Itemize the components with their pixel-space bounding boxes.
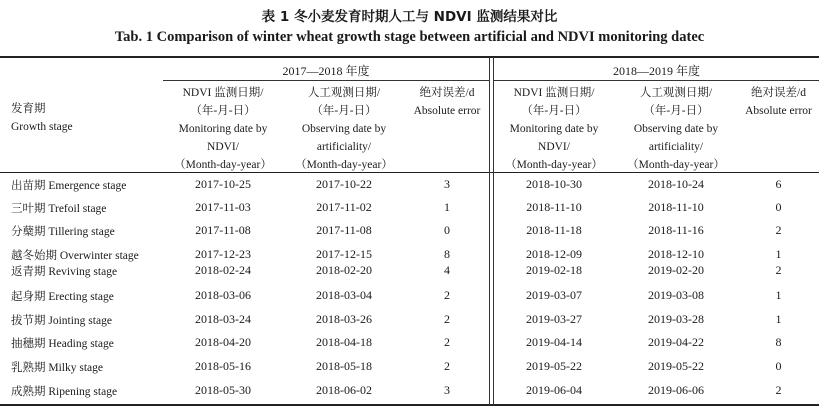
obs1-cell: 2018-05-18 bbox=[316, 359, 372, 373]
ndvi2-cell: 2019-03-07 bbox=[526, 288, 582, 302]
err1-cell: 0 bbox=[444, 223, 450, 237]
table-caption-cn: 表 1 冬小麦发育时期人工与 NDVI 监测结果对比 bbox=[261, 9, 558, 25]
err2-cell: 8 bbox=[775, 335, 782, 349]
obs2-cell: 2018-11-16 bbox=[648, 223, 704, 237]
year2-underline bbox=[494, 80, 819, 81]
err2-cell: 6 bbox=[775, 177, 782, 191]
stage-cell: 出苗期 Emergence stage bbox=[11, 180, 127, 192]
ndvi1-cell: 2018-03-06 bbox=[195, 288, 251, 302]
obs1-cell: 2018-04-18 bbox=[316, 335, 372, 349]
stage-cell: 起身期 Erecting stage bbox=[11, 291, 114, 303]
stage-cell: 成熟期 Ripening stage bbox=[11, 386, 118, 398]
obs1-cell: 2017-12-15 bbox=[316, 247, 372, 261]
err1-cell: 2 bbox=[444, 312, 450, 326]
bottom-rule bbox=[0, 404, 819, 406]
obs1-cell: 2017-11-02 bbox=[316, 200, 372, 214]
err2-cell: 0 bbox=[775, 359, 782, 373]
stage-cell: 乳熟期 Milky stage bbox=[11, 362, 103, 374]
obs2-cell: 2018-12-10 bbox=[648, 247, 704, 261]
ndvi2-cell: 2019-04-14 bbox=[526, 335, 582, 349]
year1-underline bbox=[163, 80, 489, 81]
table-caption-en: Tab. 1 Comparison of winter wheat growth stage between artificial and NDVI monitoring datec bbox=[114, 29, 705, 45]
err1-cell: 3 bbox=[444, 383, 450, 397]
err1-cell: 4 bbox=[444, 263, 450, 277]
obs2-cell: 2019-03-28 bbox=[648, 312, 704, 326]
ndvi2-cell: 2019-03-27 bbox=[526, 312, 582, 326]
ndvi2-cell: 2019-02-18 bbox=[526, 263, 582, 277]
ndvi1-cell: 2017-11-03 bbox=[195, 200, 251, 214]
observed-date-header-y1: 人工观测日期/ （年-月-日） Observing date by artificiality/ （Month-day-year） bbox=[295, 87, 393, 171]
obs2-cell: 2019-06-06 bbox=[648, 383, 704, 397]
ndvi1-cell: 2018-03-24 bbox=[195, 312, 251, 326]
ndvi2-cell: 2019-05-22 bbox=[526, 359, 582, 373]
obs1-cell: 2017-11-08 bbox=[316, 223, 372, 237]
obs2-cell: 2019-04-22 bbox=[648, 335, 704, 349]
ndvi1-cell: 2018-04-20 bbox=[195, 335, 251, 349]
obs1-cell: 2018-03-26 bbox=[316, 312, 372, 326]
ndvi2-cell: 2018-12-09 bbox=[526, 247, 582, 261]
top-rule bbox=[0, 56, 819, 58]
obs2-cell: 2019-05-22 bbox=[648, 359, 704, 373]
error-header-y2: 绝对误差/d Absolute error bbox=[745, 87, 812, 117]
observed-date-header-y2: 人工观测日期/ （年-月-日） Observing date by artificiality/ （Month-day-year） bbox=[627, 87, 725, 171]
obs2-cell: 2018-11-10 bbox=[648, 200, 704, 214]
error-header-y1: 绝对误差/d Absolute error bbox=[413, 87, 481, 117]
growth-stage-header: 发育期 Growth stage bbox=[11, 103, 73, 133]
stage-cell: 越冬始期 Overwinter stage bbox=[11, 250, 139, 262]
obs1-cell: 2018-06-02 bbox=[316, 383, 372, 397]
ndvi2-cell: 2019-06-04 bbox=[526, 383, 582, 397]
stage-cell: 返青期 Reviving stage bbox=[11, 266, 118, 278]
stage-cell: 三叶期 Trefoil stage bbox=[11, 203, 107, 215]
ndvi1-cell: 2018-02-24 bbox=[195, 263, 251, 277]
obs2-cell: 2019-02-20 bbox=[648, 263, 704, 277]
err2-cell: 2 bbox=[775, 223, 782, 237]
err2-cell: 2 bbox=[775, 383, 782, 397]
year2-label: 2018—2019 年度 bbox=[612, 64, 700, 78]
ndvi2-cell: 2018-11-10 bbox=[526, 200, 582, 214]
obs1-cell: 2018-02-20 bbox=[316, 263, 372, 277]
ndvi2-cell: 2018-10-30 bbox=[526, 177, 582, 191]
stage-cell: 拔节期 Jointing stage bbox=[11, 315, 112, 327]
stage-cell: 分蘖期 Tillering stage bbox=[11, 226, 115, 238]
err1-cell: 2 bbox=[444, 359, 450, 373]
obs1-cell: 2018-03-04 bbox=[316, 288, 372, 302]
err1-cell: 8 bbox=[444, 247, 450, 261]
ndvi1-cell: 2018-05-16 bbox=[195, 359, 251, 373]
stage-cell: 抽穗期 Heading stage bbox=[11, 338, 114, 350]
ndvi2-cell: 2018-11-18 bbox=[526, 223, 582, 237]
err1-cell: 3 bbox=[444, 177, 450, 191]
ndvi1-cell: 2017-12-23 bbox=[195, 247, 251, 261]
err1-cell: 2 bbox=[444, 335, 450, 349]
err2-cell: 1 bbox=[775, 247, 782, 261]
ndvi-date-header-y1: NDVI 监测日期/ （年-月-日） Monitoring date by NDVI/ （Month-day-year） bbox=[174, 87, 272, 171]
year1-label: 2017—2018 年度 bbox=[282, 64, 370, 78]
err2-cell: 0 bbox=[775, 200, 782, 214]
ndvi1-cell: 2017-10-25 bbox=[195, 177, 251, 191]
err1-cell: 2 bbox=[444, 288, 450, 302]
err1-cell: 1 bbox=[444, 200, 450, 214]
ndvi1-cell: 2018-05-30 bbox=[195, 383, 251, 397]
err2-cell: 2 bbox=[775, 263, 782, 277]
year-divider-left bbox=[489, 57, 490, 406]
obs2-cell: 2019-03-08 bbox=[648, 288, 704, 302]
obs1-cell: 2017-10-22 bbox=[316, 177, 372, 191]
err2-cell: 1 bbox=[775, 288, 782, 302]
ndvi-date-header-y2: NDVI 监测日期/ （年-月-日） Monitoring date by NDVI/ （Month-day-year） bbox=[505, 87, 603, 171]
ndvi1-cell: 2017-11-08 bbox=[195, 223, 251, 237]
err2-cell: 1 bbox=[775, 312, 782, 326]
obs2-cell: 2018-10-24 bbox=[648, 177, 704, 191]
